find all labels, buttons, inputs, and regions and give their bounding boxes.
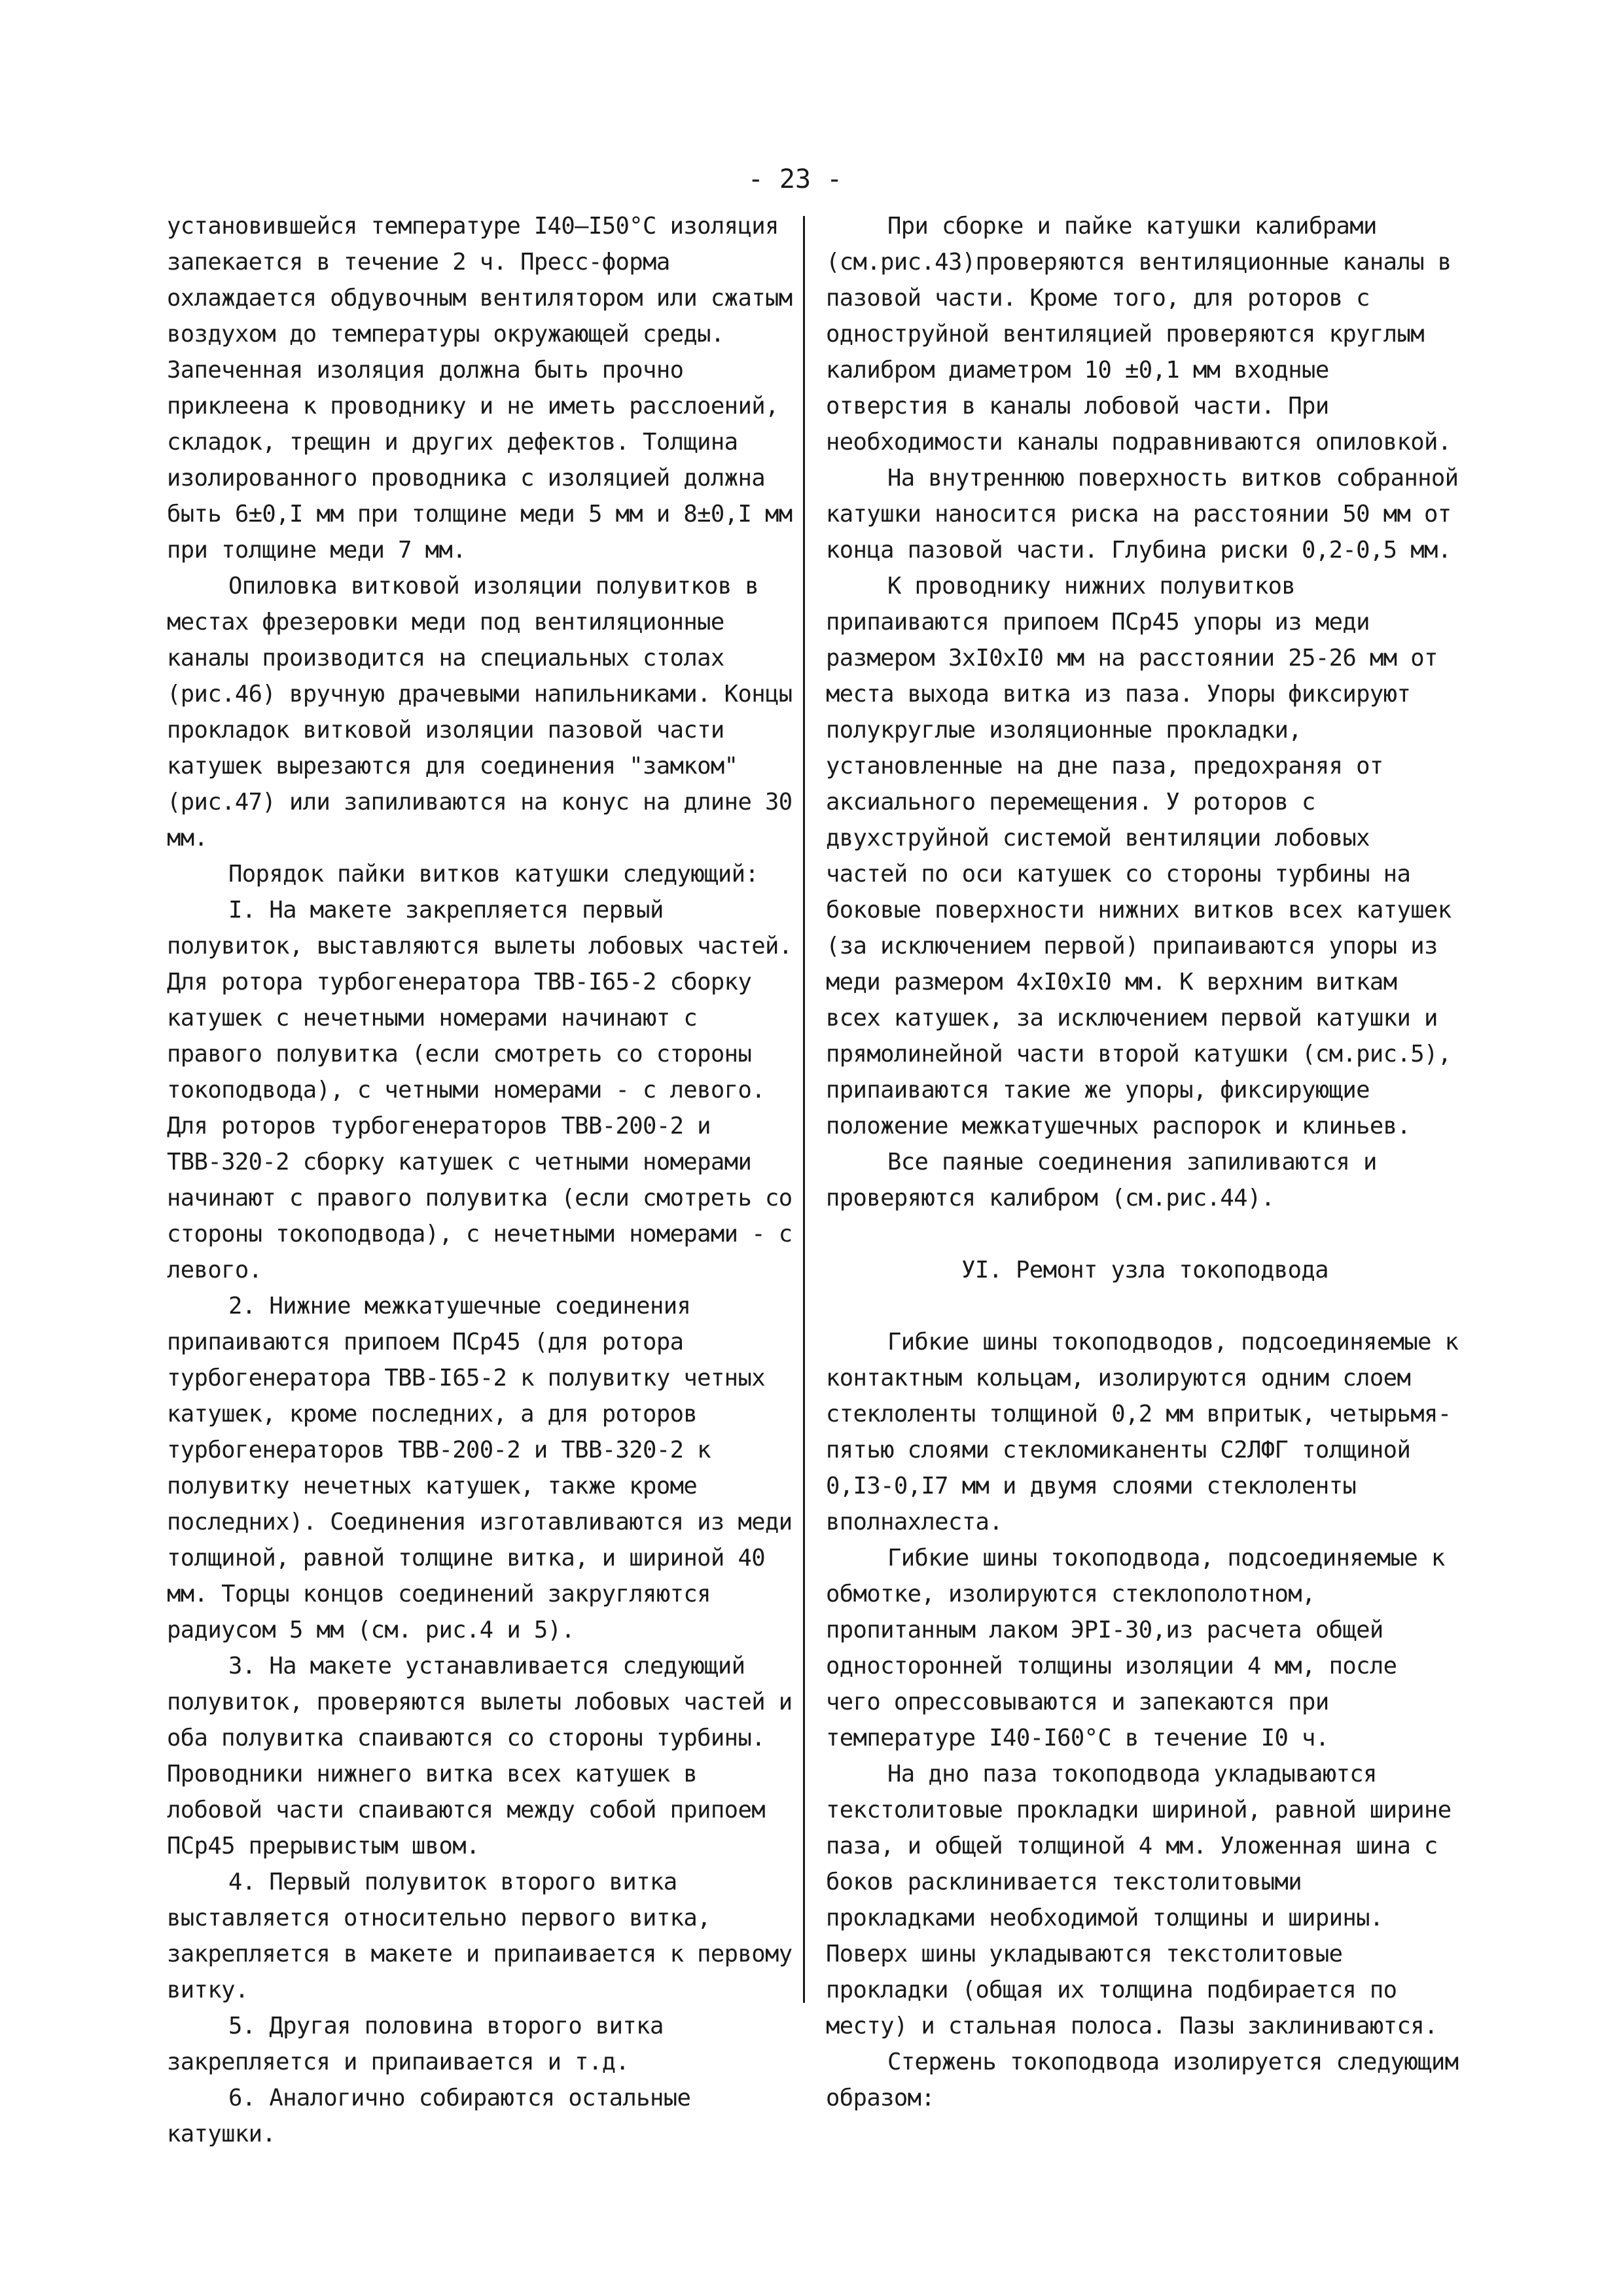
list-item: 3. На макете устанавливается следующий полувиток, проверяются вылеты лобовых частей и оба полувитка спаиваются со стороны турбины. Проводники нижнего витка всех катушек в лобовой части спаиваются между собой припоем ПСр45 прерывистым швом. bbox=[167, 1653, 793, 1859]
paragraph: Порядок пайки витков катушки следующий: bbox=[228, 861, 759, 888]
paragraph: Все паяные соединения запиливаются и проверяются калибром (см.рис.44). bbox=[826, 1149, 1377, 1211]
section-heading: УI. Ремонт узла токоподвода bbox=[961, 1257, 1329, 1283]
paragraph: Гибкие шины токоподводов, подсоединяемые к контактным кольцам, изолируются одним слоем стеклоленты толщиной 0,2 мм впритык, четырьмя-пятью слоями стекломиканенты С2ЛФГ толщиной 0,I3-0,I7 мм и двумя слоями стеклоленты вполнахлеста. bbox=[826, 1329, 1459, 1535]
paragraph: При сборке и пайке катушки калибрами (см.рис.43)проверяются вентиляционные каналы в пазовой части. Кроме того, для роторов с одноструйной вентиляцией проверяются круглым калибром диаметром 10 ±0,1 мм входные отверстия в каналы лобовой части. При необходимости каналы подравниваются опиловкой. bbox=[826, 213, 1452, 456]
paragraph: Стержень токоподвода изолируется следующим образом: bbox=[826, 2049, 1459, 2111]
paragraph: Гибкие шины токоподвода, подсоединяемые к обмотке, изолируются стеклополотном, пропитанным лаком ЭРI-30,из расчета общей односторонней толщины изоляции 4 мм, после чего опрессовываются и запекаются при температуре I40-I60°C в течение I0 ч. bbox=[826, 1545, 1445, 1751]
list-item: 2. Нижние межкатушечные соединения припаиваются припоем ПСр45 (для ротора турбогенератора ТВВ-I65-2 к полувитку четных катушек, кроме последних, а для роторов турбогенераторов ТВВ-200-2 и ТВВ-320-2 к полувитку нечетных катушек, также кроме последних). Соединения изготавливаются из меди толщиной, равной толщине витка, и шириной 40 мм. Торцы концов соединений закругляются радиусом 5 мм (см. рис.4 и 5). bbox=[167, 1293, 793, 1643]
paragraph: На внутреннюю поверхность витков собранной катушки наносится риска на расстоянии 50 мм от конца пазовой части. Глубина риски 0,2-0,5 мм. bbox=[826, 465, 1459, 564]
page-number: - 23 - bbox=[747, 164, 843, 194]
list-item: 4. Первый полувиток второго витка выставляется относительно первого витка, закрепляется в макете и припаивается к первому витку. bbox=[167, 1869, 793, 2003]
left-text-column bbox=[167, 208, 802, 2152]
paragraph: На дно паза токоподвода укладываются текстолитовые прокладки шириной, равной ширине паза, и общей толщиной 4 мм. Уложенная шина с боков расклинивается текстолитовыми прокладками необходимой толщины и ширины. Поверх шины укладываются текстолитовые прокладки (общая их толщина подбирается по месту) и стальная полоса. Пазы заклиниваются. bbox=[826, 1761, 1452, 2039]
column-divider bbox=[803, 216, 805, 2003]
right-text-column bbox=[826, 208, 1464, 2116]
paragraph: установившейся температуре I40–I50°C изоляция запекается в течение 2 ч. Пресс-форма охлаждается обдувочным вентилятором или сжатым воздухом до температуры окружающей среды. Запеченная изоляция должна быть прочно приклеена к проводнику и не иметь расслоений, складок, трещин и других дефектов. Толщина изолированного проводника с изоляцией должна быть 6±0,I мм при толщине меди 5 мм и 8±0,I мм при толщине меди 7 мм. bbox=[167, 213, 793, 564]
list-item: I. На макете закрепляется первый полувиток, выставляются вылеты лобовых частей. Для ротора турбогенератора ТВВ-I65-2 сборку катушек с нечетными номерами начинают с правого полувитка (если смотреть со стороны токоподвода), с четными номерами - с левого. Для роторов турбогенераторов ТВВ-200-2 и ТВВ-320-2 сборку катушек с четными номерами начинают с правого полувитка (если смотреть со стороны токоподвода), с нечетными номерами - с левого. bbox=[167, 897, 793, 1283]
paragraph: Опиловка витковой изоляции полувитков в местах фрезеровки меди под вентиляционные каналы производится на специальных столах (рис.46) вручную драчевыми напильниками. Концы прокладок витковой изоляции пазовой части катушек вырезаются для соединения "замком" (рис.47) или запиливаются на конус на длине 30 мм. bbox=[167, 573, 793, 852]
list-item: 6. Аналогично собираются остальные катушки. bbox=[167, 2085, 691, 2147]
paragraph: К проводнику нижних полувитков припаиваются припоем ПСр45 упоры из меди размером 3xI0xI0 мм на расстоянии 25-26 мм от места выхода витка из паза. Упоры фиксируют полукруглые изоляционные прокладки, установленные на дне паза, предохраняя от аксиального перемещения. У роторов с двухструйной системой вентиляции лобовых частей по оси катушек со стороны турбины на боковые поверхности нижних витков всех катушек (за исключением первой) припаиваются упоры из меди размером 4xI0xI0 мм. К верхним виткам всех катушек, за исключением первой катушки и прямолинейной части второй катушки (см.рис.5), припаиваются такие же упоры, фиксирующие положение межкатушечных распорок и клиньев. bbox=[826, 573, 1452, 1139]
list-item: 5. Другая половина второго витка закрепляется и припаивается и т.д. bbox=[167, 2013, 664, 2075]
